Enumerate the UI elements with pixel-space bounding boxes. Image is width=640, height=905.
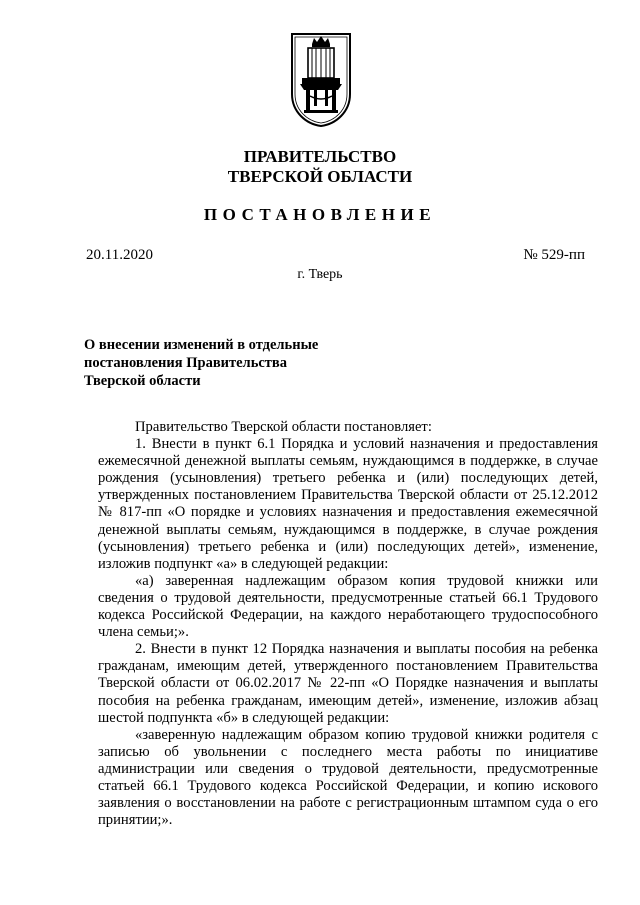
- document-date: 20.11.2020: [86, 247, 153, 263]
- document-city: г. Тверь: [297, 267, 343, 282]
- document-type-title: ПОСТАНОВЛЕНИЕ: [203, 205, 437, 224]
- tver-coat-of-arms-icon: [290, 32, 352, 128]
- document-subject: [84, 336, 318, 390]
- item-2-paragraph: 2. Внести в пункт 12 Порядка назначения и выплаты пособия на ребенка гражданам, имеющим детей, утвержденного постановлением Правительства Тверской области от 06.02.2017 № 22-пп «О Порядке назначения и выплаты пособия на ребенка гражданам, имеющим детей», изменение, изложив абзац шестой подпункта «б» в следующей редакции:: [98, 641, 598, 726]
- document-number: № 529-пп: [523, 247, 585, 263]
- document-body: [98, 419, 598, 829]
- preamble-paragraph: Правительство Тверской области постановляет:: [135, 419, 432, 435]
- item-2-quote-paragraph: «заверенную надлежащим образом копию трудовой книжки родителя с записью об увольнении с последнего места работы по инициативе администрации или сведения о трудовой деятельности, предусмотренные статьей 66.1 Трудового кодекса Российской Федерации, и копию искового заявления о восстановлении на работе с регистрационным штампом суда о его принятии;».: [98, 726, 598, 829]
- subject-line: постановления Правительства: [84, 355, 287, 371]
- government-name-line2: ТВЕРСКОЙ ОБЛАСТИ: [227, 167, 413, 186]
- item-1-paragraph: 1. Внести в пункт 6.1 Порядка и условий назначения и предоставления ежемесячной денежной выплаты семьям, нуждающимся в поддержке, в случае рождения (усыновления) третьего ребенка и (или) последующих детей, утвержденных постановлением Правительства Тверской области от 25.12.2012 № 817-пп «О порядке и условиях назначения и предоставления ежемесячной денежной выплаты семьям, нуждающимся в поддержке, в случае рождения (усыновления) третьего ребенка и (или) последующих детей», изменение, изложив подпункт «а» в следующей редакции:: [98, 436, 598, 572]
- subject-line: О внесении изменений в отдельные: [84, 337, 319, 353]
- government-name-line1: ПРАВИТЕЛЬСТВО: [243, 147, 397, 166]
- subject-line: Тверской области: [84, 373, 201, 389]
- item-1-quote-paragraph: «а) заверенная надлежащим образом копия трудовой книжки или сведения о трудовой деятельности, предусмотренные статьей 66.1 Трудового кодекса Российской Федерации, на каждого неработающего трудоспособного члена семьи;».: [98, 572, 598, 641]
